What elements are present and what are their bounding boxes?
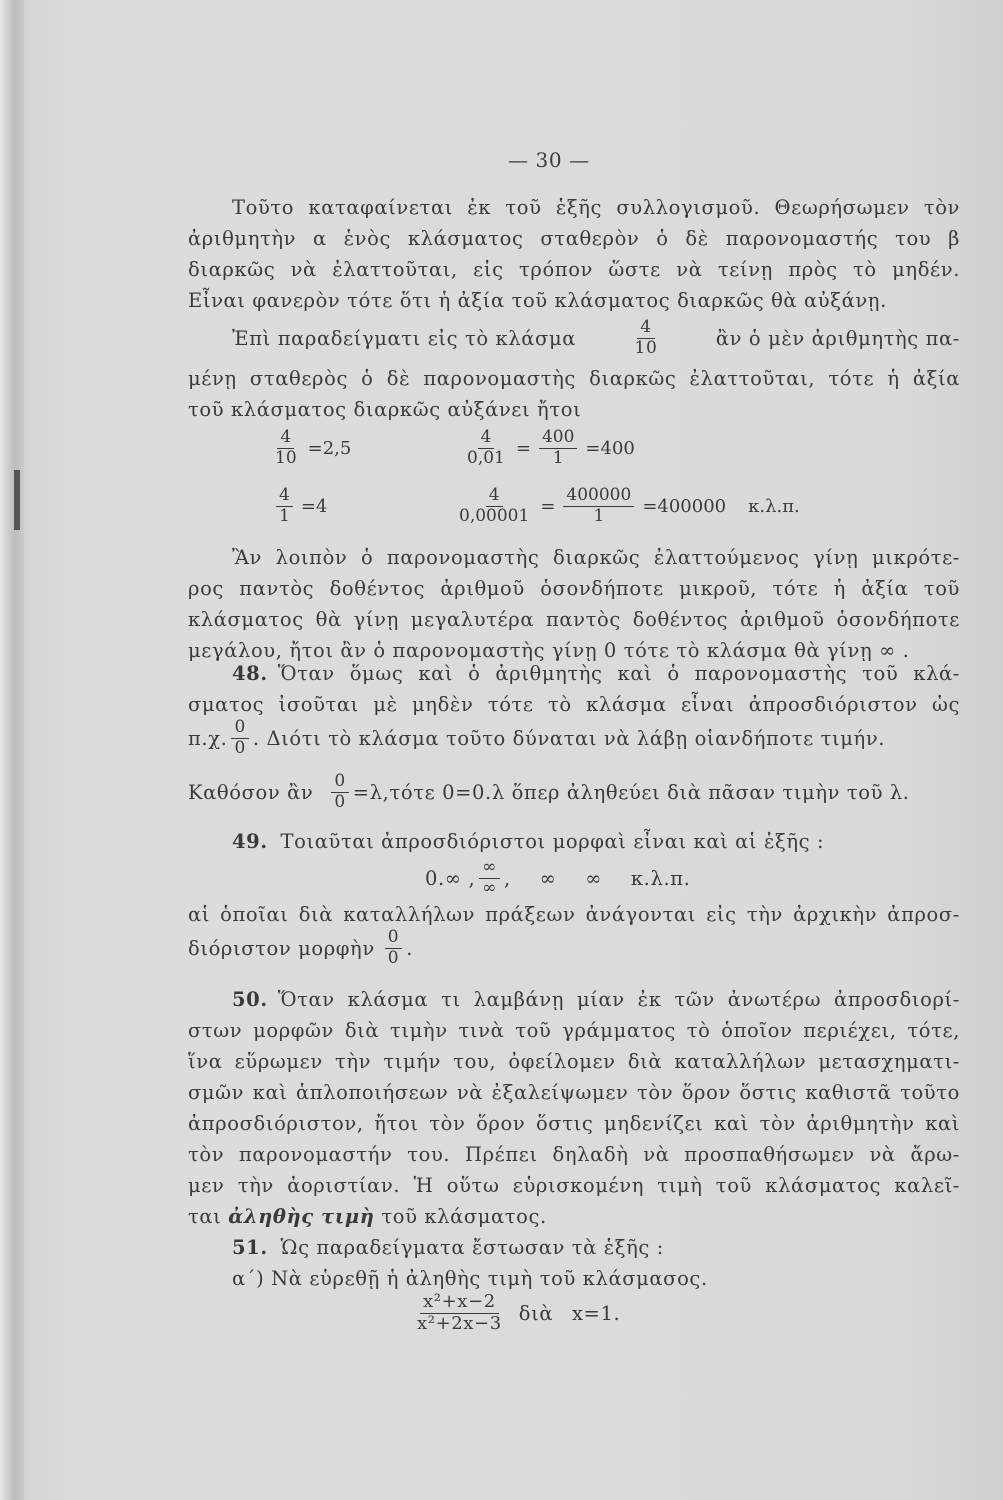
book-spine [0, 0, 24, 1500]
text-span: π.χ. [188, 726, 228, 750]
equation-4 [452, 486, 804, 526]
denominator: ∞ [482, 877, 498, 898]
text-line: ἵνα εὕρωμεν τὴν τιμήν του, ὀφείλομεν διὰ καταλλήλων μετασχηματι- [188, 1050, 960, 1073]
text-line-with-fraction [188, 772, 960, 812]
equals-sign: = [515, 437, 531, 459]
text-span: διόριστον μορφὴν [188, 936, 375, 960]
result: =400 [585, 437, 635, 459]
text-span: Ὡς παραδείγματα ἔστωσαν τὰ ἑξῆς : [280, 1236, 664, 1259]
section-number: 51. [232, 1236, 268, 1259]
etc-text: κ.λ.π. [748, 495, 800, 517]
result: =400000 [642, 495, 727, 517]
indeterminate-forms [425, 858, 690, 898]
text-line: κλάσματος θὰ γίνῃ μεγαλυτέρα παντὸς δοθέντος ἀριθμοῦ ὁσονδήποτε [188, 608, 960, 631]
equation-1 [268, 428, 355, 468]
text-line: Εἶναι φανερὸν τότε ὅτι ἡ ἀξία τοῦ κλάσματος διαρκῶς θὰ αὐξάνῃ. [188, 289, 887, 312]
denominator: 0 [387, 947, 400, 968]
text-line-with-fraction [232, 318, 960, 358]
text-line: μένῃ σταθερὸς ὁ δὲ παρονομαστὴς διαρκῶς ἐλαττοῦται, τότε ἡ ἀξία [188, 367, 960, 390]
numerator: 4 [276, 486, 293, 507]
denominator: 10 [275, 447, 297, 468]
equals-sign: = [540, 495, 556, 517]
equation-2 [460, 428, 639, 468]
text-line-with-fraction [188, 928, 413, 968]
fraction [231, 718, 248, 758]
numerator: 4 [277, 428, 294, 449]
text-span: ἂν ὁ μὲν ἀριθμητὴς πα- [715, 326, 960, 350]
text-line: Ἂν λοιπὸν ὁ παρονομαστὴς διαρκῶς ἐλαττούμενος γίνῃ μικρότε- [232, 546, 960, 569]
text-line: ρος παντὸς δοθέντος ἀριθμοῦ ὁσονδήποτε μικροῦ, τότε ἡ ἀξία τοῦ [188, 577, 960, 600]
numerator: 400000 [563, 486, 634, 507]
text-line: τοῦ κλάσματος διαρκῶς αὐξάνει ἤτοι [188, 398, 582, 421]
numerator: 400 [539, 428, 577, 449]
section-number: 49. [232, 830, 268, 853]
denominator: 1 [279, 505, 290, 526]
text-line: μεγάλου, ἤτοι ἂν ὁ παρονομαστὴς γίνῃ 0 τότε τὸ κλάσμα θὰ γίνῃ ∞ . [188, 639, 910, 662]
fraction [456, 486, 532, 526]
fraction [414, 1292, 505, 1334]
text-span: τοῦ κλάσματος. [381, 1205, 547, 1228]
text-line: σματος ἰσοῦται μὲ μηδὲν τότε τὸ κλάσμα εἶναι ἀπροσδιόριστον ὡς [188, 693, 960, 716]
numerator: 0 [331, 772, 348, 793]
numerator: 4 [486, 486, 503, 507]
equation-3 [272, 486, 331, 526]
text-line: σμῶν καὶ ἁπλοποιήσεων νὰ ἐξαλείψωμεν τὸν ὅρον ὅστις καθιστᾶ τοῦτο [188, 1081, 960, 1104]
text-span: . [406, 936, 414, 960]
section-number: 50. [232, 988, 268, 1011]
text-line: τὸν παρονομαστήν του. Πρέπει δηλαδὴ νὰ προσπαθήσωμεν νὰ ἄρω- [188, 1143, 960, 1166]
fraction [632, 318, 661, 358]
text-line: μεν τὴν ἀοριστίαν. Ἡ οὕτω εὑρισκομένη τιμὴ τοῦ κλάσματος καλεῖ- [188, 1174, 960, 1197]
numerator: 0 [231, 718, 248, 739]
numerator: x²+x−2 [420, 1292, 499, 1314]
section-48-line [232, 662, 960, 685]
text-span: Ὅταν κλάσμα τι λαμβάνῃ μίαν ἐκ τῶν ἀνωτέρω ἀπροσδιορί- [277, 988, 960, 1011]
text-span: , ∞ ∞ κ.λ.π. [504, 866, 691, 890]
fraction [272, 428, 300, 468]
numerator: 4 [637, 318, 654, 339]
numerator: ∞ [479, 858, 500, 879]
text-span: Τοιαῦται ἀπροσδιόριστοι μορφαὶ εἶναι καὶ αἱ ἑξῆς : [280, 830, 825, 853]
text-span: ται [188, 1205, 222, 1228]
section-51-line [232, 1236, 664, 1259]
text-span: Καθόσον ἂν [188, 780, 314, 804]
text-span: Ἐπὶ παραδείγματι εἰς τὸ κλάσμα [232, 326, 576, 350]
denominator: 0 [334, 791, 346, 812]
denominator: 0,00001 [459, 505, 530, 526]
text-span: διὰ x=1. [518, 1301, 621, 1325]
text-span: . Διότι τὸ κλάσμα τοῦτο δύναται νὰ λάβῃ οἱανδήποτε τιμήν. [252, 726, 886, 750]
fraction [331, 772, 348, 812]
text-line: διαρκῶς νὰ ἐλαττοῦται, εἰς τρόπον ὥστε νὰ τείνῃ πρὸς τὸ μηδέν. [188, 258, 960, 281]
numerator: 0 [385, 928, 402, 949]
fraction [276, 486, 293, 526]
text-line: στων μορφῶν διὰ τιμὴν τινὰ τοῦ γράμματος τὸ ὁποῖον περιέχει, τότε, [188, 1019, 960, 1042]
text-span: 0.∞ , [425, 866, 476, 890]
denominator: 1 [552, 447, 564, 468]
bold-term: ἀληθὴς τιμὴ [228, 1205, 375, 1228]
denominator: 10 [634, 337, 658, 358]
section-49-line [232, 830, 824, 853]
text-line [188, 1205, 547, 1228]
result: =4 [300, 495, 328, 517]
text-line: ἀριθμητὴν α ἑνὸς κλάσματος σταθερὸν ὁ δὲ παρονομαστής του β [188, 227, 960, 250]
text-line: ἀπροσδιόριστον, ἤτοι τὸν ὅρον ὅστις μηδενίζει καὶ τὸν ἀριθμητὴν καὶ [188, 1112, 960, 1135]
text-line-with-fraction [188, 718, 960, 758]
section-number: 48. [232, 662, 268, 685]
text-span: Ὅταν ὅμως καὶ ὁ ἀριθμητὴς καὶ ὁ παρονομαστὴς τοῦ κλά- [277, 662, 960, 685]
fraction [563, 486, 634, 526]
denominator: x²+2x−3 [417, 1312, 502, 1334]
section-50-line [232, 988, 960, 1011]
denominator: 1 [593, 505, 605, 526]
text-line: Τοῦτο καταφαίνεται ἐκ τοῦ ἑξῆς συλλογισμοῦ. Θεωρήσωμεν τὸν [232, 196, 960, 219]
example-fraction [410, 1292, 620, 1334]
fraction [539, 428, 577, 468]
fraction [479, 858, 500, 898]
denominator: 0 [234, 737, 246, 758]
text-line: αἱ ὁποῖαι διὰ καταλλήλων πράξεων ἀνάγονται εἰς τὴν ἀρχικὴν ἀπροσ- [188, 903, 960, 926]
fraction [464, 428, 508, 468]
text-line: α΄) Νὰ εὑρεθῇ ἡ ἀληθὴς τιμὴ τοῦ κλάσμασος. [232, 1267, 708, 1290]
denominator: 0,01 [467, 447, 505, 468]
text-span: =λ,τότε 0=0.λ ὅπερ ἀληθεύει διὰ πᾶσαν τιμὴν τοῦ λ. [352, 780, 910, 804]
numerator: 4 [478, 428, 495, 449]
result: =2,5 [307, 437, 352, 459]
page-number: — 30 — [508, 148, 590, 172]
spine-mark [14, 470, 20, 530]
fraction [385, 928, 402, 968]
